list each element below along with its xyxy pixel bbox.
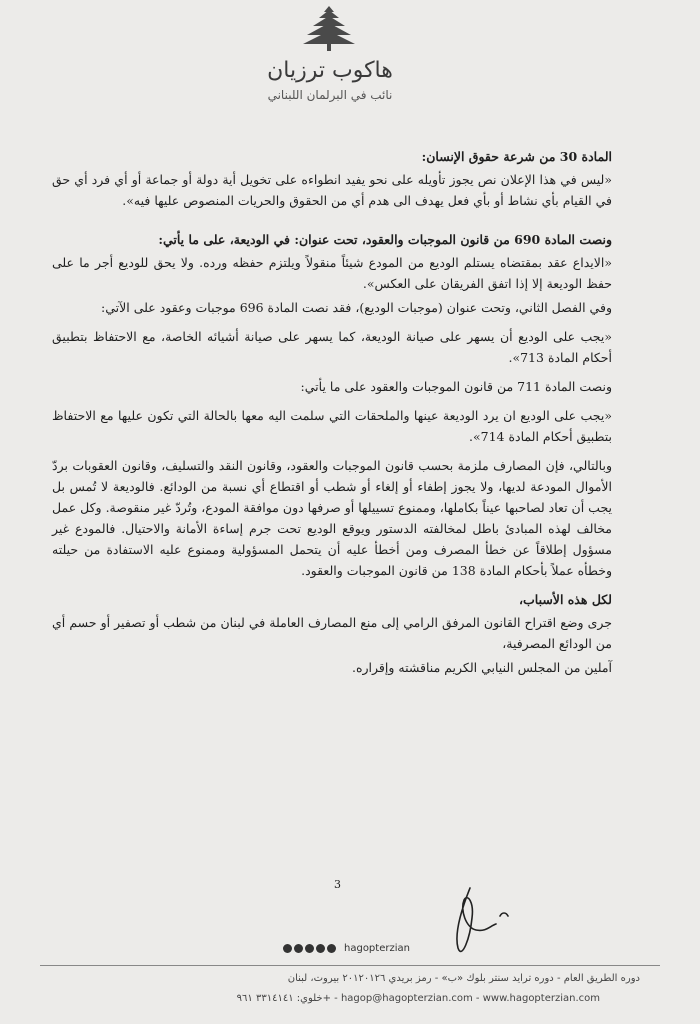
article-711-quote: «يجب على الوديع ان يرد الوديعة عينها والملحقات التي سلمت اليه معها بالحالة التي تكون عليها مع الاحتفاظ بتطبيق أحكام المادة 714». xyxy=(52,408,612,444)
social-media-bar xyxy=(283,943,410,954)
footer-address: دوره الطريق العام - دوره ترايد سنتر بلوك «ب» - رمز بريدي ٢٠١٢٠١٢٦ بيروت، لبنان xyxy=(287,973,640,984)
closing-text: آملين من المجلس النيابي الكريم مناقشته وإقراره. xyxy=(352,660,612,675)
header-name: هاكوب ترزيان xyxy=(267,58,393,83)
article-696-quote: «يجب على الوديع أن يسهر على صيانة الوديعة، كما يسهر على صيانة أشيائه الخاصة، مع الاحتفاظ بتطبيق أحكام المادة 713». xyxy=(52,329,612,365)
article-711-intro: ونصت المادة 711 من قانون الموجبات والعقود على ما يأتي: xyxy=(300,379,612,394)
footer-contact: خلوي: ٣٣١٤١٤١ ٩٦١+ - hagop@hagopterzian.com - www.hagopterzian.com xyxy=(236,993,600,1004)
web-icon[interactable] xyxy=(327,944,336,953)
footer-divider xyxy=(40,965,660,966)
article-696-intro: وفي الفصل الثاني، وتحت عنوان (موجبات الوديع)، فقد نصت المادة 696 موجبات وعقود على الآتي: xyxy=(101,300,612,315)
reasons-heading: لكل هذه الأسباب، xyxy=(518,592,612,607)
header-subtitle: نائب في البرلمان اللبناني xyxy=(267,88,393,102)
conclusion-paragraph: وبالتالي، فإن المصارف ملزمة بحسب قانون الموجبات والعقود، وقانون النقد والتسليف، وقانون العقوبات بردّ الأموال المودعة لديها، ولا يجوز إطفاء أو إلغاء أو شطب أو اقتطاع أي نسبة من الودائع. فالوديعة لا تُمس بل يجب أن تعاد لصاحبها عيناً بكاملها، وممنوع تسييلها أو صرفها دون موافقة المودع، وتُردّ غير منقوصة. وكل عمل مخالف لهذه المبادئ باطل لمخالفته الدستور ويوقع الوديع تحت جرم إساءة الأمانة والاحتيال. فالمودع غير مسؤول إطلاقاً عن خطأ المصرف ومن أخطأ عليه أن يتحمل المسؤولية وممنوع عليه الاستفادة من حيلته وخطأه عملاً بأحكام المادة 138 من قانون الموجبات والعقود. xyxy=(52,458,612,578)
social-handle: hagopterzian xyxy=(344,943,410,954)
page-number: 3 xyxy=(334,878,341,891)
cedar-tree-icon xyxy=(301,4,357,52)
proposal-text: جرى وضع اقتراح القانون المرفق الرامي إلى منع المصارف العاملة في لبنان من شطب أو تصفير أو حسم أي من الودائع المصرفية، xyxy=(52,615,612,651)
article-690-quote: «الايداع عقد بمقتضاه يستلم الوديع من المودع شيئاً منقولاً ويلتزم حفظه ورده. ولا يحق للوديع أجر ما على حفظ الوديعة إلا إذا اتفق الفريقان على العكس». xyxy=(52,255,612,291)
document-body xyxy=(52,146,612,686)
article-690-heading: ونصت المادة 690 من قانون الموجبات والعقود، تحت عنوان: في الوديعة، على ما يأتي: xyxy=(158,232,612,247)
youtube-icon[interactable] xyxy=(316,944,325,953)
instagram-icon[interactable] xyxy=(283,944,292,953)
facebook-icon[interactable] xyxy=(305,944,314,953)
twitter-icon[interactable] xyxy=(294,944,303,953)
handwritten-signature-icon xyxy=(440,878,520,968)
article-30-heading: المادة 30 من شرعة حقوق الإنسان: xyxy=(421,149,612,164)
article-30-text: «ليس في هذا الإعلان نص يجوز تأويله على نحو يفيد انطواءه على تخويل أية دولة أو جماعة أو أي فرد أي حق في القيام بأي نشاط أو بأي فعل يهدف الى هدم أي من الحقوق والحريات المنصوص عليها فيه». xyxy=(52,172,612,208)
